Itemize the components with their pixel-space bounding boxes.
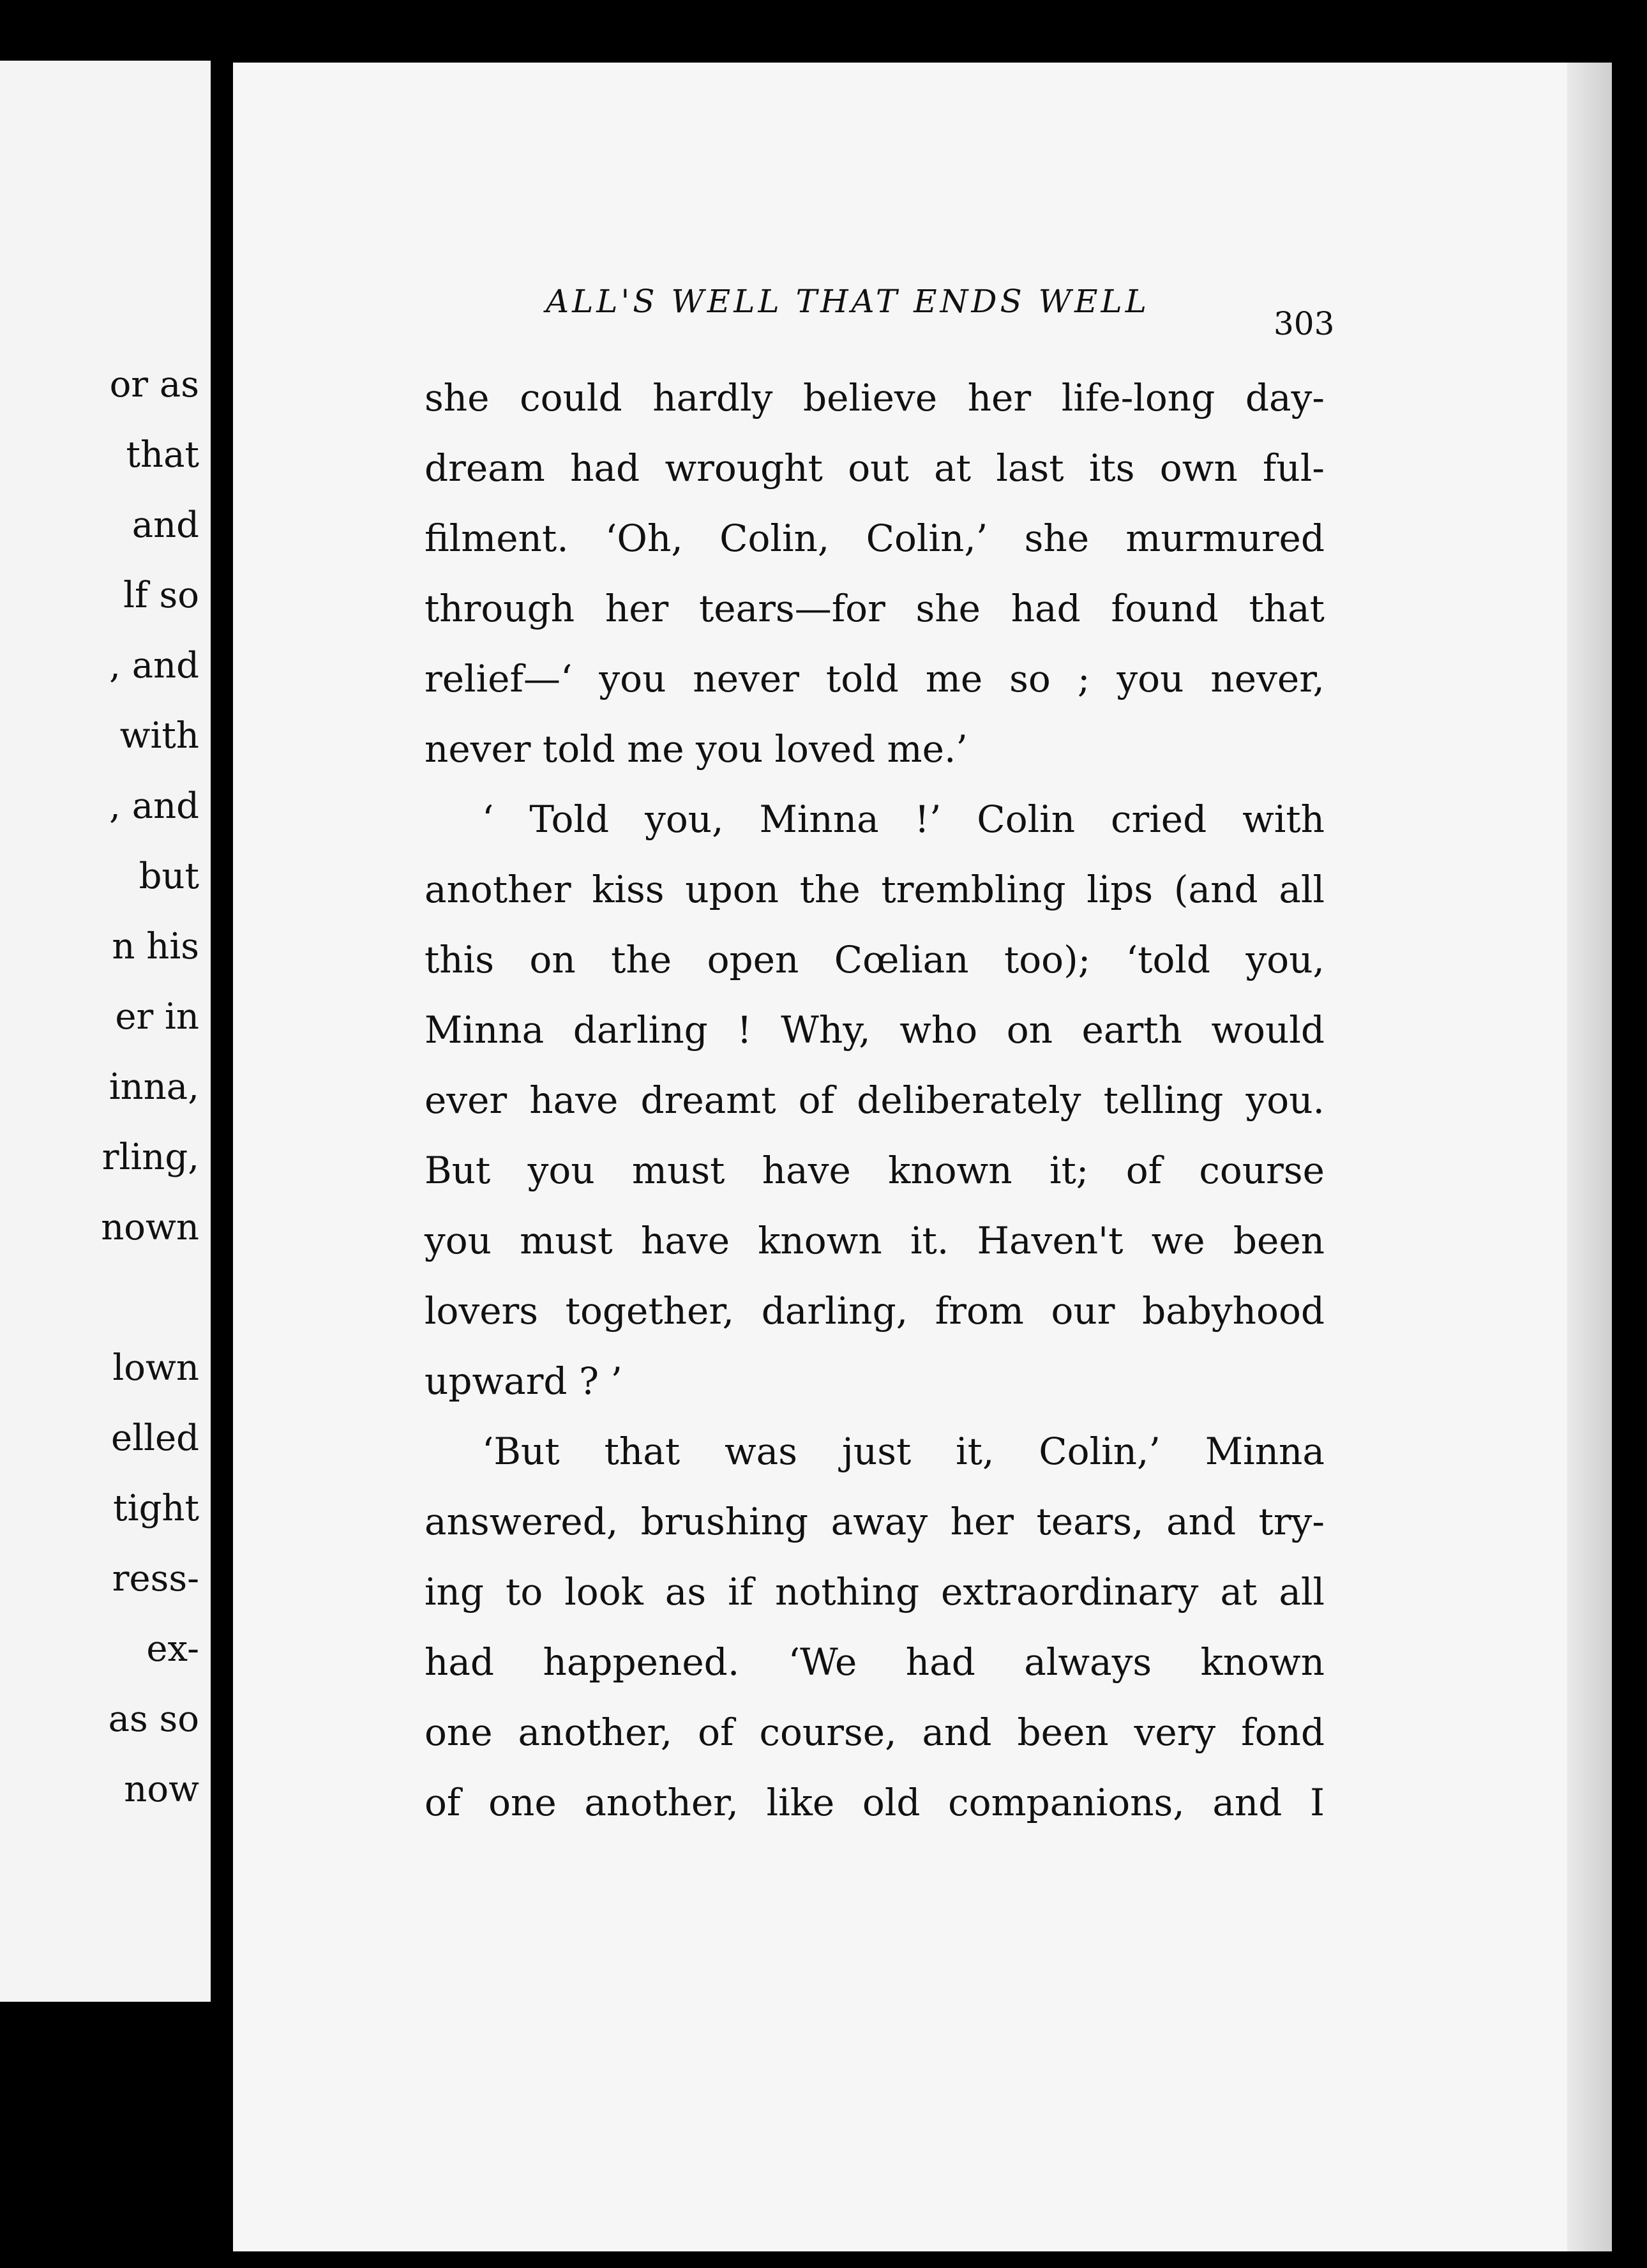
right-page [233,63,1612,2251]
left-page-line: rling, [102,1137,199,1178]
left-page-line: ex- [146,1628,199,1670]
text-line: another kiss upon the trembling lips (and all [425,868,1325,911]
text-line: she could hardly believe her life-long day- [425,376,1325,420]
page-number: 303 [1274,305,1335,342]
left-page-line: ress- [112,1558,199,1599]
text-line: ‘But that was just it, Colin,’ Minna [482,1430,1325,1473]
text-line: lovers together, darling, from our babyhood [425,1289,1325,1333]
text-line: one another, of course, and been very fond [425,1711,1325,1754]
left-page-line: , and [109,645,199,686]
text-line: But you must have known it; of course [425,1149,1325,1192]
left-page-line: n his [112,926,199,967]
left-page-line: but [139,856,199,897]
text-line: answered, brushing away her tears, and try- [425,1500,1325,1543]
text-line: had happened. ‘We had always known [425,1640,1325,1684]
text-line: of one another, like old companions, and I [425,1781,1325,1824]
text-line: dream had wrought out at last its own ful- [425,446,1325,490]
left-page-line: elled [111,1418,199,1459]
left-page-line: as so [108,1698,199,1740]
text-line: upward ? ’ [425,1359,622,1403]
left-page-line: and [132,504,199,546]
text-line: Minna darling ! Why, who on earth would [425,1008,1325,1052]
left-page-line: nown [101,1207,199,1248]
page-edge [1567,63,1612,2251]
left-page-line: tight [113,1488,199,1529]
text-line: you must have known it. Haven't we been [425,1219,1325,1262]
text-line: never told me you loved me.’ [425,727,968,771]
text-line: this on the open Cœlian too); ‘told you, [425,938,1325,981]
text-line: ever have dreamt of deliberately telling you. [425,1078,1325,1122]
left-page-line: now [124,1769,199,1810]
body-text [425,363,1325,1838]
text-line: relief—‘ you never told me so ; you never, [425,657,1325,700]
left-page-line: that [126,434,199,476]
left-page-line: lown [112,1347,199,1389]
running-head: ALL'S WELL THAT ENDS WELL [546,283,1150,320]
left-page-line: lf so [123,575,199,616]
text-line: through her tears—for she had found that [425,587,1325,630]
text-line: ing to look as if nothing extraordinary at all [425,1570,1325,1614]
left-page-line: , and [109,785,199,827]
left-page-line: or as [109,364,199,405]
left-page-line: with [119,715,199,757]
left-page-line: inna, [109,1066,199,1108]
left-page [0,61,211,2002]
left-page-line: er in [115,996,199,1038]
text-line: ‘ Told you, Minna !’ Colin cried with [482,798,1325,841]
text-line: filment. ‘Oh, Colin, Colin,’ she murmured [425,517,1325,560]
